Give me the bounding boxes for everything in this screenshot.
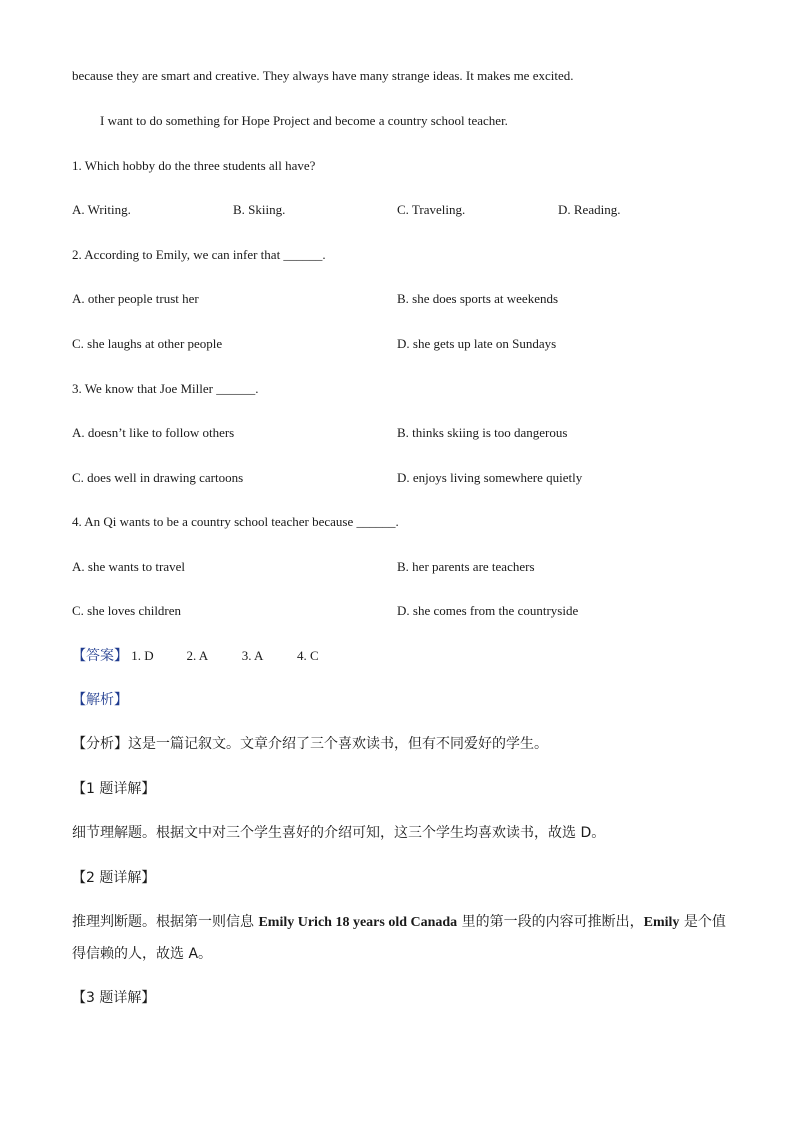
question-1-option-a: A. Writing. bbox=[72, 202, 131, 217]
q3-detail-label: 【3 题详解】 bbox=[72, 990, 156, 1006]
question-4-option-c: C. she loves children bbox=[72, 603, 182, 618]
question-3-option-d: D. enjoys living somewhere quietly bbox=[397, 470, 583, 485]
question-3-option-b: B. thinks skiing is too dangerous bbox=[397, 425, 568, 440]
q2-text-part-c: 是个值 bbox=[679, 914, 726, 930]
q1-detail-text: 细节理解题。根据文中对三个学生喜好的介绍可知，这三个学生均喜欢读书，故选 D。 bbox=[72, 825, 606, 841]
q2-text-part-b: 里的第一段的内容可推断出， bbox=[457, 914, 644, 930]
question-1-stem: 1. Which hobby do the three students all have? bbox=[72, 158, 316, 173]
q2-bold-source: Emily Urich 18 years old Canada bbox=[258, 915, 458, 930]
question-1-option-c: C. Traveling. bbox=[397, 202, 466, 217]
question-4-stem: 4. An Qi wants to be a country school teacher because ______. bbox=[72, 514, 399, 529]
answer-label: 【答案】 bbox=[72, 648, 128, 664]
answer-item-4: 4. C bbox=[297, 648, 319, 663]
q2-bold-name: Emily bbox=[643, 915, 680, 930]
answer-item-1: 1. D bbox=[131, 648, 154, 663]
question-3-stem: 3. We know that Joe Miller ______. bbox=[72, 381, 259, 396]
question-4-option-a: A. she wants to travel bbox=[72, 559, 186, 574]
question-4-option-d: D. she comes from the countryside bbox=[397, 603, 579, 618]
question-2-stem: 2. According to Emily, we can infer that ______. bbox=[72, 247, 326, 262]
analysis-overview bbox=[72, 735, 548, 753]
analysis-label: 【解析】 bbox=[72, 692, 128, 708]
question-2-option-b: B. she does sports at weekends bbox=[397, 291, 559, 306]
question-3-option-c: C. does well in drawing cartoons bbox=[72, 470, 244, 485]
q2-text-part-a: 推理判断题。根据第一则信息 bbox=[72, 914, 259, 930]
question-3-option-a: A. doesn’t like to follow others bbox=[72, 425, 235, 440]
answer-item-3: 3. A bbox=[241, 648, 264, 663]
q2-detail-text-line-2: 得信赖的人，故选 A。 bbox=[72, 946, 213, 962]
question-4-option-b: B. her parents are teachers bbox=[397, 559, 535, 574]
passage-line-1: because they are smart and creative. They always have many strange ideas. It makes me excited. bbox=[72, 68, 574, 83]
q1-detail-label: 【1 题详解】 bbox=[72, 781, 156, 797]
passage-line-2: I want to do something for Hope Project and become a country school teacher. bbox=[100, 113, 508, 128]
question-2-option-d: D. she gets up late on Sundays bbox=[397, 336, 557, 351]
analysis-overview-label: 【分析】 bbox=[72, 736, 128, 752]
q2-detail-label: 【2 题详解】 bbox=[72, 870, 156, 886]
question-2-option-a: A. other people trust her bbox=[72, 291, 199, 306]
answer-row bbox=[72, 647, 319, 665]
answer-item-2: 2. A bbox=[186, 648, 209, 663]
analysis-overview-text: 这是一篇记叙文。文章介绍了三个喜欢读书，但有不同爱好的学生。 bbox=[128, 736, 548, 752]
question-2-option-c: C. she laughs at other people bbox=[72, 336, 223, 351]
question-1-option-b: B. Skiing. bbox=[233, 202, 286, 217]
question-1-option-d: D. Reading. bbox=[558, 202, 621, 217]
q2-detail-text-line-1 bbox=[72, 913, 726, 932]
